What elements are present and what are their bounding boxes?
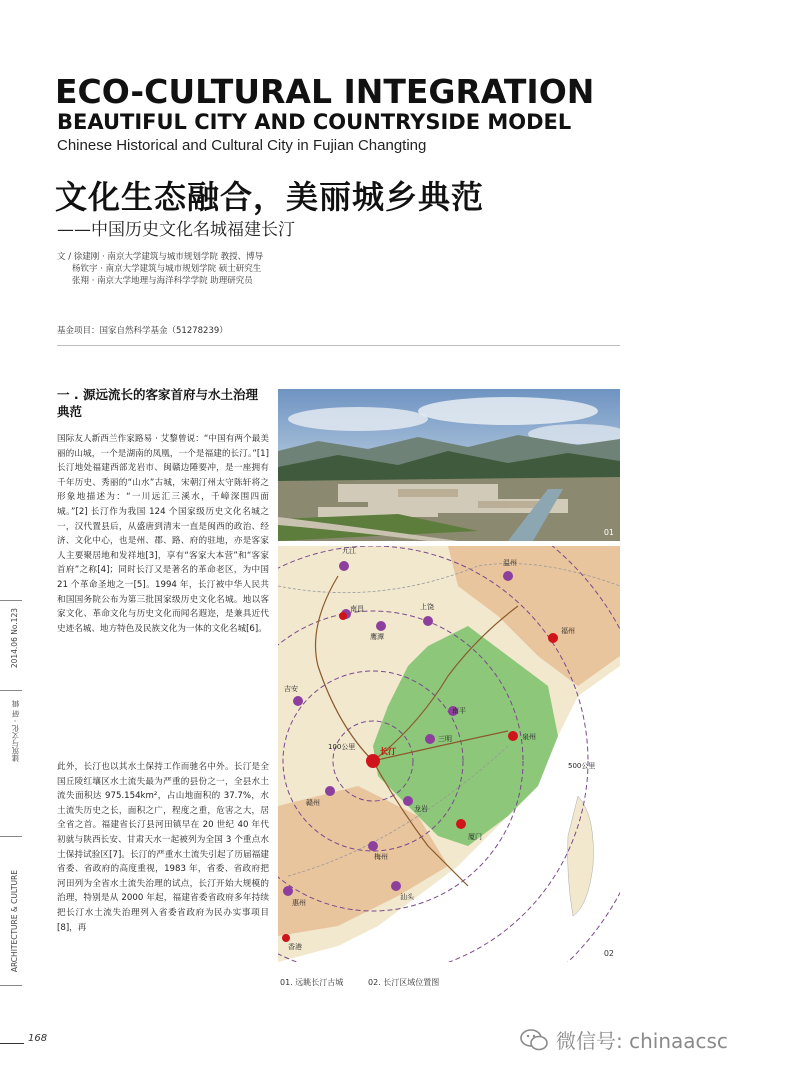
map-label-nanchang: 南昌 <box>350 605 364 613</box>
sidebar-column: 建筑与文化 · 研 辑 <box>11 700 20 763</box>
section-heading: 一 . 源远流长的客家首府与水土治理典范 <box>57 387 258 419</box>
location-map <box>278 546 620 962</box>
author-line-2: 杨钦宇 · 南京大学建筑与城市规划学院 硕士研究生 <box>72 264 262 274</box>
map-label-r100: 100公里 <box>328 743 356 751</box>
figure-number: 01 <box>603 528 614 537</box>
figure-caption-1: 01. 远眺长汀古城 <box>280 978 344 987</box>
map-label-fuzhou: 福州 <box>561 627 575 635</box>
sidebar-divider <box>0 600 22 601</box>
author-line-3: 张翔 · 南京大学地理与海洋科学学院 助理研究员 <box>72 276 253 286</box>
map-label-quanzhou: 泉州 <box>522 733 536 741</box>
map-label-yingtan: 鹰潭 <box>370 633 384 641</box>
map-label-changting: 长汀 <box>380 747 396 756</box>
map-label-xianggang: 香港 <box>288 943 302 951</box>
english-title-line2: BEAUTIFUL CITY AND COUNTRYSIDE MODEL <box>57 110 572 134</box>
map-label-huizhou: 惠州 <box>292 899 306 907</box>
wechat-watermark <box>520 1025 728 1054</box>
map-label-r500: 500公里 <box>568 762 596 770</box>
english-subtitle: Chinese Historical and Cultural City in Fujian Changting <box>57 137 427 154</box>
author-line-1: 文 / 徐建刚 · 南京大学建筑与城市规划学院 教授、博导 <box>57 252 264 262</box>
body-paragraph-2 <box>57 760 269 950</box>
sidebar-journal: ARCHITECTURE & CULTURE <box>10 870 19 973</box>
map-label-meizhou: 梅州 <box>374 853 388 861</box>
map-label-wenzhou: 温州 <box>503 559 517 567</box>
paragraph-text: 此外，长汀也以其水土保持工作而驰名中外。长汀是全国丘陵红壤区水土流失最为严重的县份之一，全县水土流失面积达 975.154km²，占山地面积的 37.7%，水土流失历史之长，面积之广，程度之重，危害之大，居全省之首。福建省长汀县河田镇早在 20 世纪 40 年代初就与陕西长安、甘肃天水一起被列为全国 3 个重点水土保持试验区[7]。长汀的严重水土流失引起了历届福建省委、省政府的高度重视，1983 年，省委、省政府把河田列为全省水土流失治理的试点，长汀开始大规模的治理，特别是从 2000 年起，福建省委省政府多年持续把长汀水土流失治理列入省委省政府为民办实事项目[8]，再 <box>57 762 269 933</box>
wechat-icon <box>520 1028 548 1052</box>
city-photo-image <box>278 389 620 541</box>
map-label-nanping: 南平 <box>452 707 466 715</box>
page-number: 168 <box>28 1033 48 1044</box>
figure-caption-2: 02. 长汀区域位置图 <box>368 978 440 987</box>
sidebar-issue: 2014.06 No.123 <box>10 608 19 669</box>
watermark-text: 微信号: chinaacsc <box>556 1029 728 1053</box>
map-label-longyan: 龙岩 <box>414 805 428 813</box>
page-number-rule <box>0 1043 24 1044</box>
sidebar-divider <box>0 836 22 837</box>
map-label-jian: 吉安 <box>284 685 298 693</box>
chinese-title: 文化生态融合，美丽城乡典范 <box>55 178 485 216</box>
sidebar-divider <box>0 985 22 986</box>
location-map-image <box>278 546 620 962</box>
map-label-shantou: 汕头 <box>400 893 414 901</box>
figure-number: 02 <box>603 949 614 958</box>
divider <box>57 345 620 346</box>
map-label-ganzhou: 赣州 <box>306 799 320 807</box>
author-block <box>57 251 263 287</box>
city-photo <box>278 389 620 541</box>
map-label-jiujiang: 九江 <box>342 547 356 555</box>
paragraph-text: 国际友人新西兰作家路易 · 艾黎曾说：“中国有两个最美丽的山城，一个是湖南的凤凰，一个是福建的长汀。”[1] 长汀地处福建西部龙岩市、闽赣边陲要冲，是一座拥有千年历史、秀丽的“山水”古城，宋朝汀州太守陈轩将之形象地描述为：“一川远汇三溪水，千嶂深围四面城。”[2] 长汀作为我国 124 个国家级历史文化名城之一，汉代置县后，从盛唐到清末一直是闽西的政治、经济、文化中心，也是州、郡、路、府的驻地，亦是客家人主要聚居地和发祥地[3]，享有“客家大本营”和“客家首府”之称[4]；同时长汀又是著名的革命老区，为中国 21 个革命圣地之一[5]。1994 年，长汀被中华人民共和国国务院公布为第三批国家级历史文化名城。地以客家文化、革命文化与历史文化而闻名遐迩，是兼具近代史迹名城、地方特色及民族文化为一体的文化名城[6]。 <box>57 434 269 634</box>
map-label-sanming: 三明 <box>438 735 452 743</box>
map-label-xiamen: 厦门 <box>468 833 482 841</box>
chinese-subtitle: ——中国历史文化名城福建长汀 <box>57 220 295 240</box>
map-label-shangrao: 上饶 <box>420 603 434 611</box>
sidebar-divider <box>0 690 22 691</box>
fund-note: 基金项目：国家自然科学基金（51278239） <box>57 326 228 336</box>
body-paragraph-1 <box>57 432 269 651</box>
english-title-line1: ECO-CULTURAL INTEGRATION <box>55 72 595 111</box>
